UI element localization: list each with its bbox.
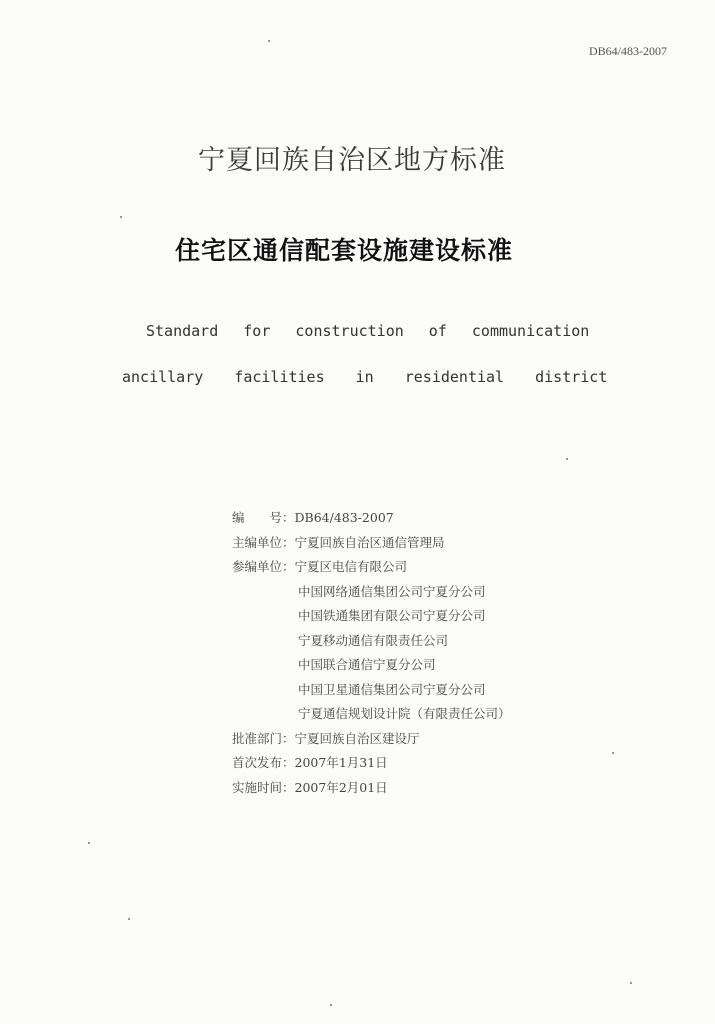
info-row-publish (232, 751, 652, 776)
info-row-approval (232, 727, 652, 752)
implement-label: 实施时间： (232, 779, 295, 795)
publish-label: 首次发布： (232, 755, 295, 770)
document-code: DB64/483-2007 (589, 44, 667, 58)
scan-speck (330, 1004, 332, 1006)
document-info-block (232, 506, 652, 800)
scan-speck (88, 842, 90, 844)
scan-speck (630, 982, 632, 984)
scan-speck (128, 918, 130, 920)
publish-value: 2007年1月31日 (294, 755, 388, 770)
co-editor-value: 宁夏区电信有限公司 (294, 559, 408, 574)
scan-speck (612, 752, 614, 754)
co-editor-item: 中国卫星通信集团公司宁夏分公司 (298, 681, 486, 697)
scan-speck (268, 40, 270, 42)
info-row-co-editor (232, 555, 652, 580)
info-row-chief-editor (232, 531, 652, 556)
approval-label: 批准部门： (232, 730, 295, 746)
chief-editor-label: 主编单位： (232, 534, 295, 550)
co-editor-item: 中国网络通信集团公司宁夏分公司 (298, 583, 486, 599)
number-label: 编 号： (232, 510, 295, 525)
info-row-implement (232, 776, 652, 801)
number-value: DB64/483-2007 (294, 510, 394, 525)
document-title-en-line1: Standard for construction of communication (146, 322, 590, 340)
approval-value: 宁夏回族自治区建设厅 (294, 730, 420, 746)
co-editor-label: 参编单位： (232, 559, 295, 574)
document-title-en-line2: ancillary facilities in residential district (122, 368, 608, 386)
scan-speck (566, 458, 568, 460)
co-editor-item: 宁夏通信规划设计院（有限责任公司） (298, 706, 511, 721)
co-editor-item: 中国联合通信宁夏分公司 (298, 657, 436, 672)
document-title-cn: 住宅区通信配套设施建设标准 (175, 236, 514, 265)
info-row-number (232, 506, 652, 531)
scan-speck (120, 216, 122, 218)
implement-value: 2007年2月01日 (294, 779, 388, 795)
authority-title: 宁夏回族自治区地方标准 (198, 145, 506, 176)
co-editor-item: 宁夏移动通信有限责任公司 (298, 632, 449, 648)
chief-editor-value: 宁夏回族自治区通信管理局 (294, 534, 445, 550)
co-editor-item: 中国铁通集团有限公司宁夏分公司 (298, 608, 486, 623)
